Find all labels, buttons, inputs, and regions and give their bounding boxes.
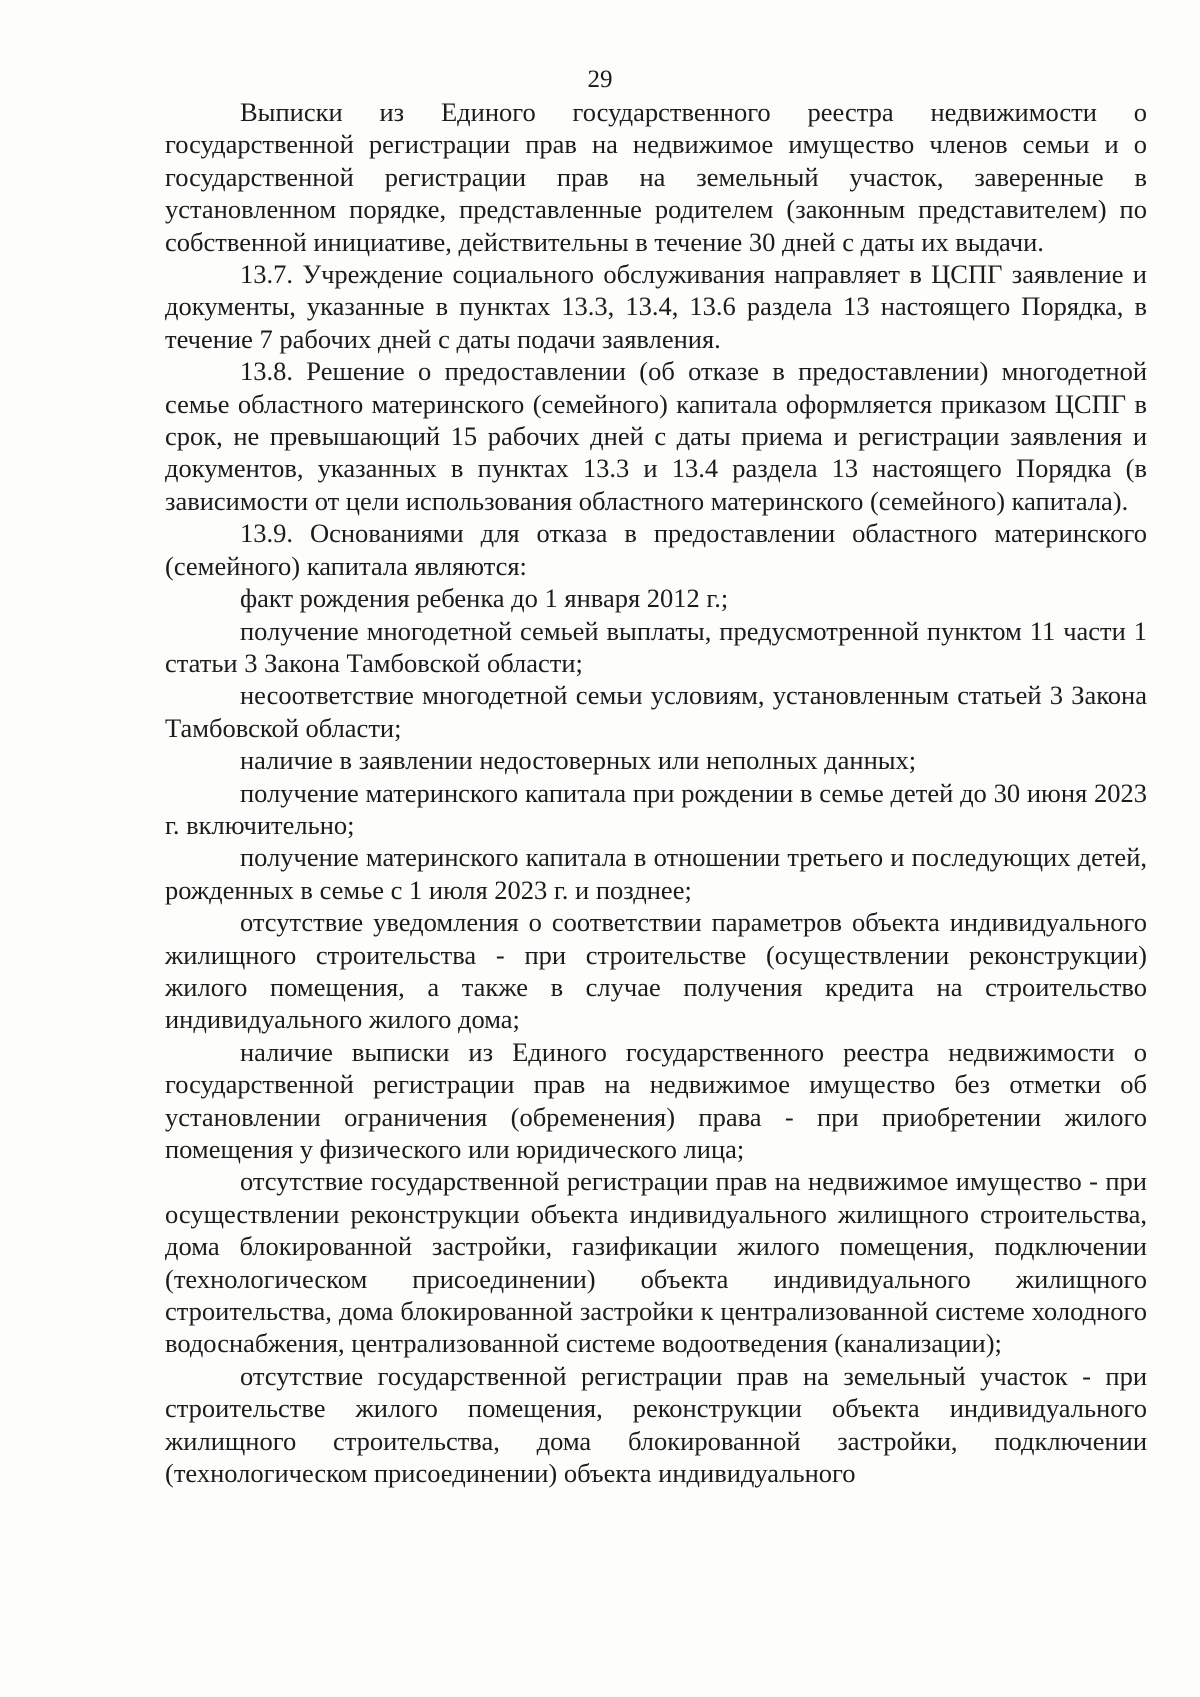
- list-item: факт рождения ребенка до 1 января 2012 г.;: [240, 583, 729, 614]
- list-item: отсутствие уведомления о соответствии параметров объекта индивидуального жилищного строительства - при строительстве (осуществлении реконструкции) жилого помещения, а также в случае получения кредита на строительство индивидуального жилого дома;: [165, 907, 1147, 1035]
- paragraph: Выписки из Единого государственного реестра недвижимости о государственной регистрации прав на недвижимое имущество членов семьи и о государственной регистрации прав на земельный участок, заверенные в установленном порядке, представленные родителем (законным представителем) по собственной инициативе, действительны в течение 30 дней с даты их выдачи.: [165, 97, 1147, 257]
- paragraph: 13.9. Основаниями для отказа в предоставлении областного материнского (семейного) капитала являются:: [165, 518, 1147, 581]
- paragraph: 13.8. Решение о предоставлении (об отказе в предоставлении) многодетной семье областного материнского (семейного) капитала оформляется приказом ЦСПГ в срок, не превышающий 15 рабочих дней с даты приема и регистрации заявления и документов, указанных в пунктах 13.3 и 13.4 раздела 13 настоящего Порядка (в зависимости от цели использования областного материнского (семейного) капитала).: [165, 356, 1147, 516]
- list-item: отсутствие государственной регистрации прав на недвижимое имущество - при осуществлении реконструкции объекта индивидуального жилищного строительства, дома блокированной застройки, газификации жилого помещения, подключении (технологическом присоединении) объекта индивидуального жилищного строительства, дома блокированной застройки к централизованной системе холодного водоснабжения, централизованной системе водоотведения (канализации);: [165, 1166, 1147, 1359]
- list-item: несоответствие многодетной семьи условиям, установленным статьей 3 Закона Тамбовской области;: [165, 680, 1147, 743]
- list-item: получение материнского капитала при рождении в семье детей до 30 июня 2023 г. включительно;: [165, 777, 1147, 840]
- list-item: получение материнского капитала в отношении третьего и последующих детей, рожденных в семье с 1 июля 2023 г. и позднее;: [165, 842, 1147, 905]
- list-item: наличие в заявлении недостоверных или неполных данных;: [240, 745, 917, 776]
- paragraph: 13.7. Учреждение социального обслуживания направляет в ЦСПГ заявление и документы, указанные в пунктах 13.3, 13.4, 13.6 раздела 13 настоящего Порядка, в течение 7 рабочих дней с даты подачи заявления.: [165, 259, 1147, 354]
- list-item: наличие выписки из Единого государственного реестра недвижимости о государственной регистрации прав на недвижимое имущество без отметки об установлении ограничения (обременения) права - при приобретении жилого помещения у физического или юридического лица;: [165, 1036, 1147, 1164]
- document-body: [165, 96, 1147, 1489]
- list-item: получение многодетной семьей выплаты, предусмотренной пунктом 11 части 1 статьи 3 Закона Тамбовской области;: [165, 615, 1147, 678]
- list-item: отсутствие государственной регистрации прав на земельный участок - при строительстве жилого помещения, реконструкции объекта индивидуального жилищного строительства, дома блокированной застройки, подключении (технологическом присоединении) объекта индивидуального: [165, 1360, 1147, 1489]
- page-number: 29: [587, 66, 613, 93]
